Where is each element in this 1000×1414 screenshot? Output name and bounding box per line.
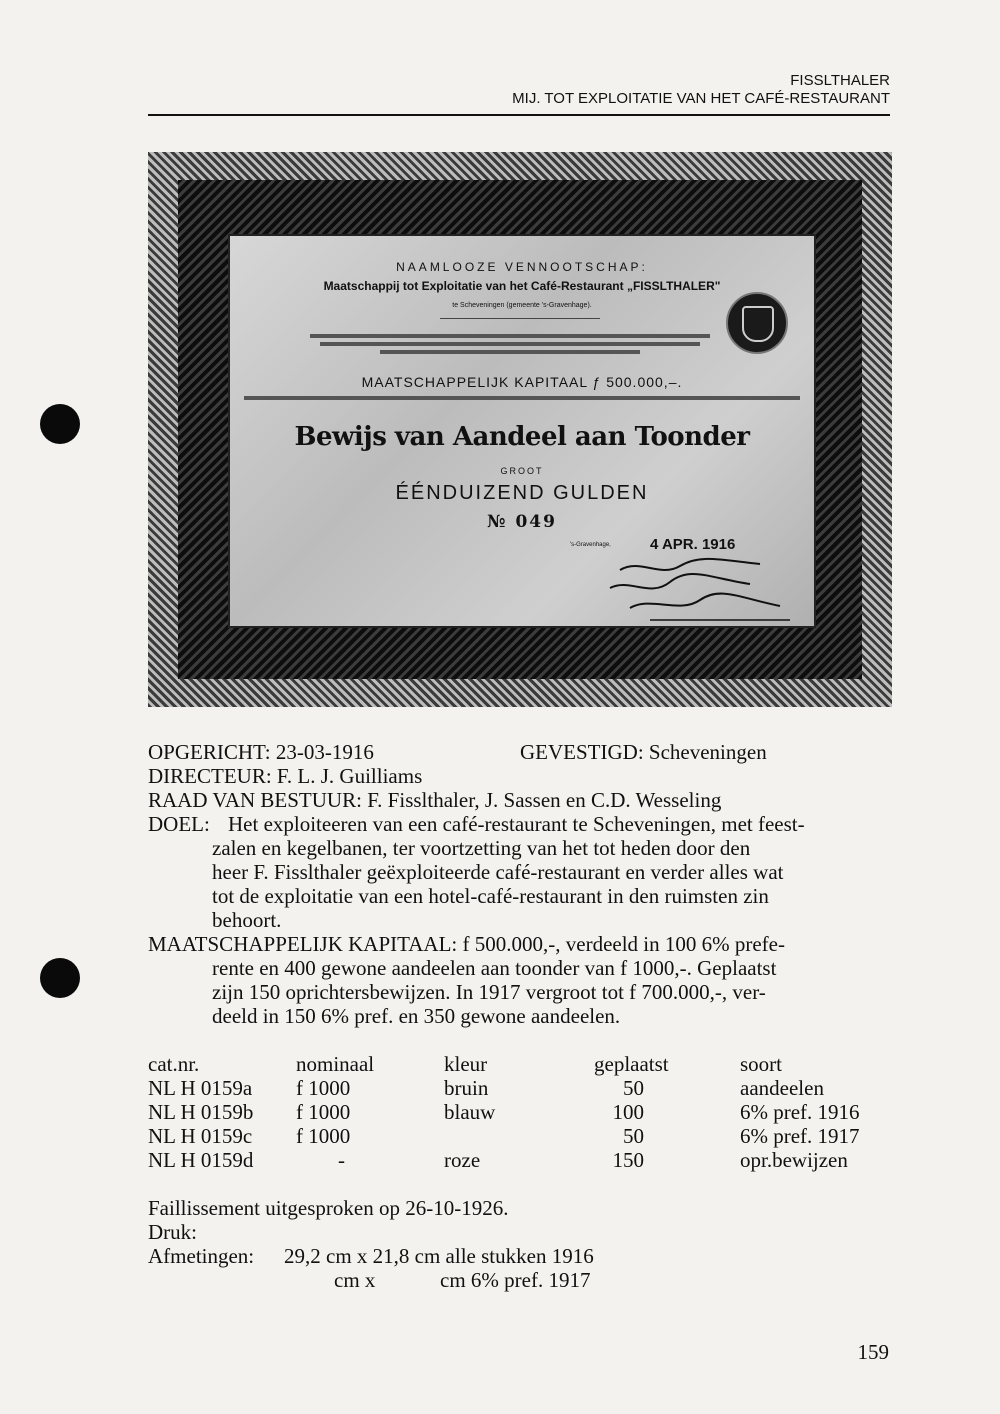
afmetingen-value: cm 6% pref. 1917	[440, 1268, 591, 1292]
raad-label: RAAD VAN BESTUUR:	[148, 788, 362, 812]
punch-hole-top	[40, 404, 80, 444]
cert-fine-print	[244, 396, 800, 400]
afmetingen-label: Afmetingen:	[148, 1244, 255, 1268]
cert-amount: ÉÉNDUIZEND GULDEN	[395, 482, 649, 504]
company-info	[148, 740, 890, 1028]
cert-location: te Scheveningen (gemeente 's-Gravenhage).	[452, 302, 592, 309]
kapitaal-row	[148, 1004, 890, 1028]
afmetingen-row	[148, 1268, 890, 1292]
table-cell: 100	[612, 1100, 644, 1124]
opgericht-row	[148, 740, 890, 764]
afmetingen-value: cm x	[334, 1268, 376, 1292]
table-header: nominaal	[296, 1052, 375, 1076]
table-cell: f 1000	[296, 1100, 351, 1124]
table-cell: f 1000	[296, 1124, 351, 1148]
directeur-label: DIRECTEUR:	[148, 764, 272, 788]
table-cell: opr.bewijzen	[740, 1148, 848, 1172]
directeur-value: F. L. J. Guilliams	[276, 764, 423, 788]
doel-row	[148, 812, 890, 836]
header-company: FISSLTHALER	[790, 72, 890, 89]
table-cell: bruin	[444, 1076, 489, 1100]
cert-company-type: NAAMLOOZE VENNOOTSCHAP:	[396, 260, 648, 274]
cert-fine-print	[310, 334, 710, 338]
table-header: cat.nr.	[148, 1052, 200, 1076]
table-cell: -	[338, 1148, 345, 1172]
table-header-row	[148, 1052, 890, 1076]
table-cell: NL H 0159d	[148, 1148, 254, 1172]
table-row	[148, 1076, 890, 1100]
opgericht-label: OPGERICHT:	[148, 740, 271, 764]
kapitaal-line: deeld in 150 6% pref. en 350 gewone aandeelen.	[212, 1004, 621, 1028]
table-row	[148, 1124, 890, 1148]
share-certificate-image	[148, 152, 892, 707]
cert-number: № 049	[487, 512, 557, 532]
table-header: kleur	[444, 1052, 488, 1076]
afmetingen-value: 29,2 cm x 21,8 cm alle stukken 1916	[284, 1244, 594, 1268]
table-row	[148, 1148, 890, 1172]
page-header	[512, 72, 890, 108]
punch-hole-bottom	[40, 958, 80, 998]
kapitaal-row	[148, 956, 890, 980]
faillissement-text: Faillissement uitgesproken op 26-10-1926.	[148, 1196, 509, 1220]
cert-divider	[440, 318, 600, 319]
gevestigd-label: GEVESTIGD:	[520, 740, 644, 764]
doel-line: heer F. Fisslthaler geëxploiteerde café-restaurant en verder alles wat	[212, 860, 784, 884]
raad-value: F. Fisslthaler, J. Sassen en C.D. Wesseling	[367, 788, 722, 812]
signature-icon	[600, 548, 800, 628]
catalog-table	[148, 1052, 890, 1172]
opgericht-value: 23-03-1916	[275, 740, 374, 764]
table-cell: f 1000	[296, 1076, 351, 1100]
table-cell: 50	[623, 1124, 644, 1148]
cert-fine-print	[320, 342, 700, 346]
table-cell: 150	[612, 1148, 644, 1172]
table-cell: 50	[623, 1076, 644, 1100]
table-cell: blauw	[444, 1100, 496, 1124]
table-header: soort	[740, 1052, 782, 1076]
cert-place: 's-Gravenhage,	[570, 542, 611, 548]
cert-groot: GROOT	[500, 466, 544, 476]
kapitaal-row	[148, 980, 890, 1004]
cert-date-stamp: 4 APR. 1916	[650, 536, 736, 553]
seal-icon	[726, 292, 788, 354]
kapitaal-label: MAATSCHAPPELIJK KAPITAAL:	[148, 932, 458, 956]
doel-line: zalen en kegelbanen, ter voortzetting van het tot heden door den	[212, 836, 751, 860]
table-cell: NL H 0159b	[148, 1100, 254, 1124]
page-number: 159	[857, 1340, 889, 1364]
doel-line: behoort.	[212, 908, 282, 932]
cert-company-name: Maatschappij tot Exploitatie van het Café-Restaurant „FISSLTHALER"	[323, 279, 721, 293]
table-header: geplaatst	[594, 1052, 669, 1076]
gevestigd-field	[520, 740, 767, 764]
table-cell: roze	[444, 1148, 481, 1172]
kapitaal-line: rente en 400 gewone aandeelen aan toonder van f 1000,-. Geplaatst	[212, 956, 777, 980]
table-cell: NL H 0159a	[148, 1076, 253, 1100]
druk-text: Druk:	[148, 1220, 197, 1244]
afmetingen-row	[148, 1244, 890, 1268]
kapitaal-line: f 500.000,-, verdeeld in 100 6% prefe-	[462, 932, 785, 956]
cert-fine-print	[380, 350, 640, 354]
doel-row	[148, 860, 890, 884]
header-subtitle: MIJ. TOT EXPLOITATIE VAN HET CAFÉ-RESTAURANT	[512, 90, 890, 107]
table-cell: 6% pref. 1916	[740, 1100, 860, 1124]
cert-capital: MAATSCHAPPELIJK KAPITAAL ƒ 500.000,–.	[361, 374, 683, 390]
table-cell: NL H 0159c	[148, 1124, 253, 1148]
doel-line: tot de exploitatie van een hotel-café-restaurant in den ruimsten zin	[212, 884, 769, 908]
kapitaal-line: zijn 150 oprichtersbewijzen. In 1917 vergroot tot f 700.000,-, ver-	[212, 980, 766, 1004]
doel-row	[148, 836, 890, 860]
table-row	[148, 1100, 890, 1124]
doel-label: DOEL:	[148, 812, 210, 836]
kapitaal-row	[148, 932, 890, 956]
doel-row	[148, 884, 890, 908]
doel-line: Het exploiteeren van een café-restaurant te Scheveningen, met feest-	[228, 812, 805, 836]
table-cell: 6% pref. 1917	[740, 1124, 860, 1148]
doel-row	[148, 908, 890, 932]
raad-row	[148, 788, 890, 812]
certificate-body	[228, 234, 816, 628]
gevestigd-value: Scheveningen	[648, 740, 767, 764]
footer-info	[148, 1196, 890, 1292]
cert-title: Bewijs van Aandeel aan Toonder	[294, 422, 750, 452]
table-cell: aandeelen	[740, 1076, 824, 1100]
header-rule	[148, 114, 890, 116]
directeur-row	[148, 764, 890, 788]
